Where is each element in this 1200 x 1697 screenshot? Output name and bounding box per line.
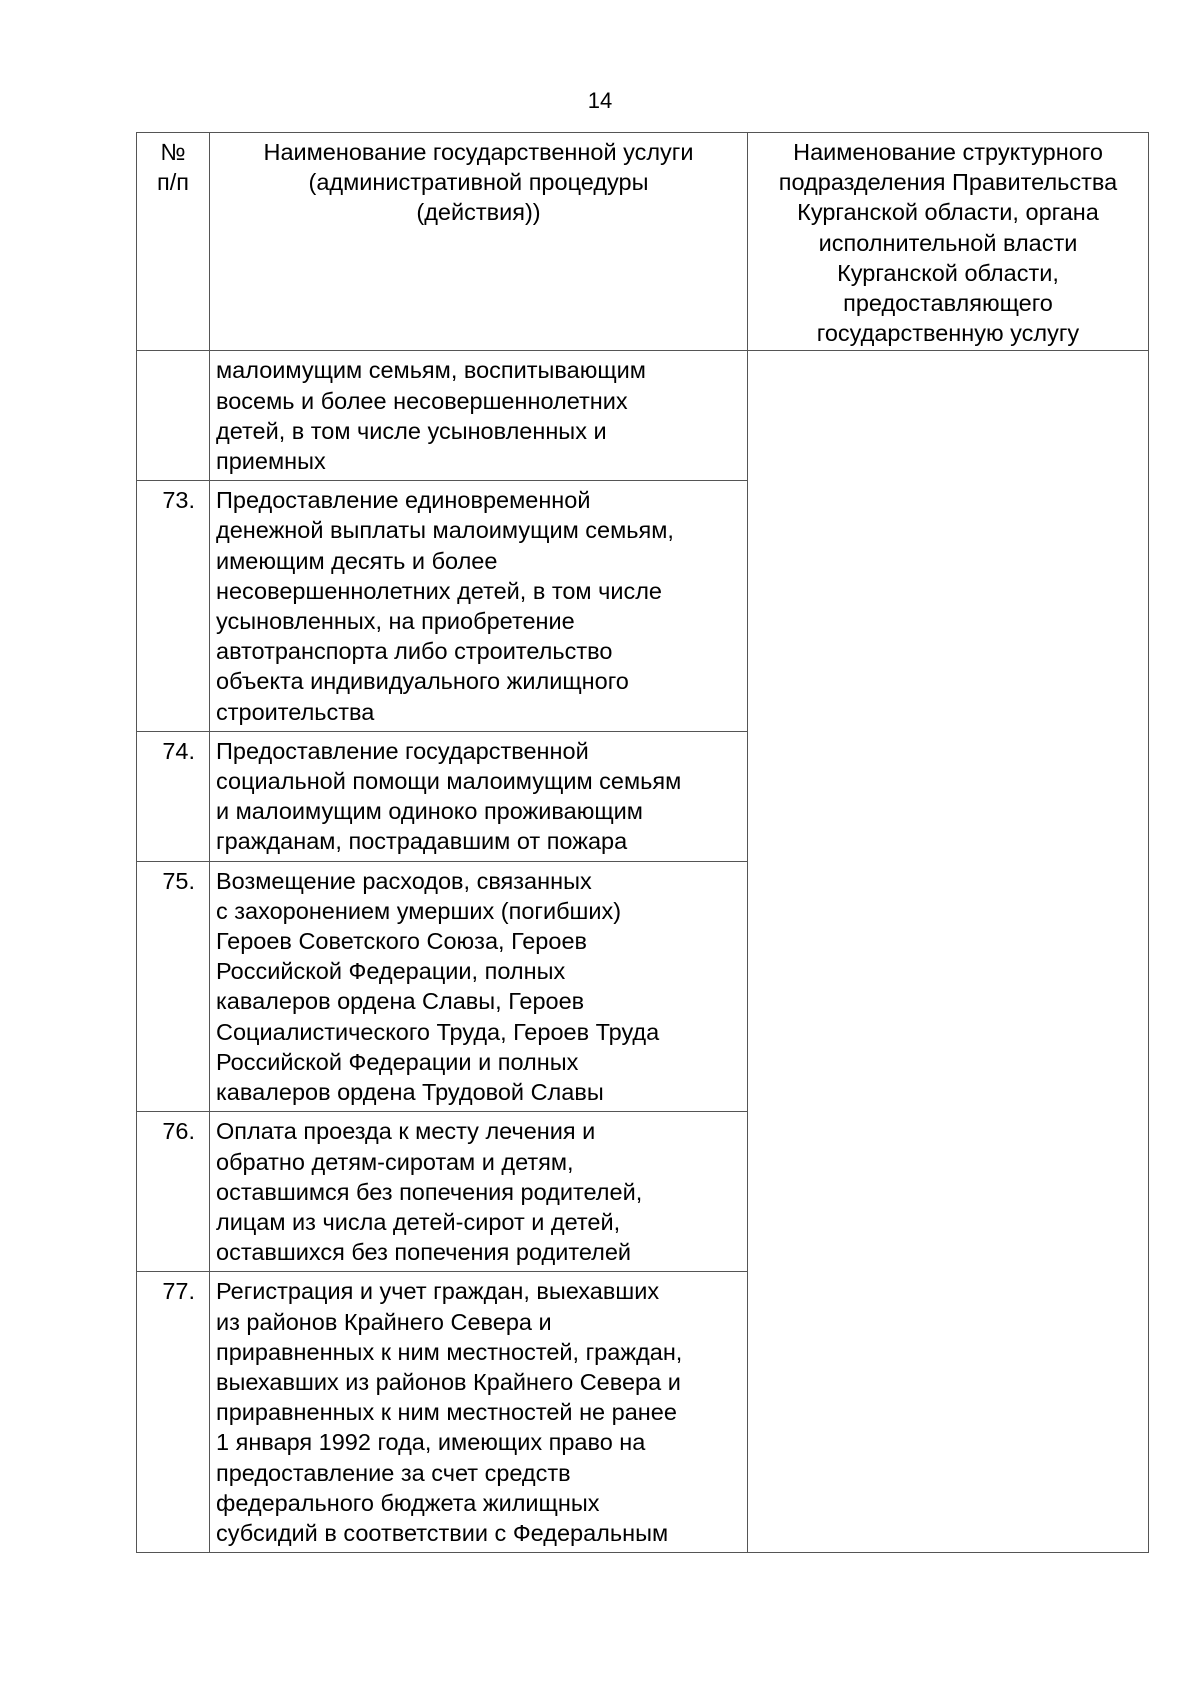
service-name-line: Социалистического Труда, Героев Труда — [216, 1018, 660, 1045]
row-number: 77. — [137, 1272, 210, 1553]
service-name-line: приравненных к ним местностей не ранее — [216, 1399, 677, 1426]
service-name-line: Российской Федерации и полных — [216, 1048, 579, 1075]
row-number: 75. — [137, 861, 210, 1112]
service-name-line: гражданам, пострадавшим от пожара — [216, 828, 628, 855]
header-service-name-line: (действия)) — [416, 199, 541, 226]
service-name-line: приравненных к ним местностей, граждан, — [216, 1338, 683, 1365]
service-name-line: денежной выплаты малоимущим семьям, — [216, 517, 674, 544]
page-number: 14 — [587, 88, 613, 113]
header-department-line: Наименование структурного — [793, 139, 1103, 165]
service-name-line: строительства — [216, 698, 375, 725]
service-name — [210, 351, 748, 481]
header-number-line: п/п — [157, 169, 189, 196]
service-name-line: оставшимся без попечения родителей, — [216, 1178, 643, 1205]
service-name-line: малоимущим семьям, воспитывающим — [216, 357, 646, 384]
service-name — [210, 1272, 748, 1553]
header-service-name — [210, 133, 748, 351]
service-name-line: детей, в том числе усыновленных и — [216, 417, 607, 444]
row-number: 73. — [137, 481, 210, 732]
service-name-line: несовершеннолетних детей, в том числе — [216, 577, 662, 604]
service-name-line: субсидий в соответствии с Федеральным — [216, 1519, 669, 1546]
header-department-line: Курганской области, — [837, 259, 1059, 286]
row-number: 74. — [137, 731, 210, 861]
header-number — [137, 133, 210, 351]
service-name-line: Предоставление государственной — [216, 737, 589, 764]
service-name-line: из районов Крайнего Севера и — [216, 1308, 552, 1335]
service-name-line: обратно детям-сиротам и детям, — [216, 1148, 574, 1175]
header-department-line: государственную услугу — [816, 320, 1080, 347]
service-name-line: усыновленных, на приобретение — [216, 608, 575, 635]
service-name-line: приемных — [216, 448, 326, 475]
service-name-line: предоставление за счет средств — [216, 1459, 571, 1486]
table-row — [137, 351, 1149, 481]
row-number: 76. — [137, 1112, 210, 1272]
service-name-line: федерального бюджета жилищных — [216, 1489, 600, 1516]
service-name-line: Оплата проезда к месту лечения и — [216, 1118, 596, 1145]
service-name-line: кавалеров ордена Славы, Героев — [216, 988, 585, 1015]
service-name-line: объекта индивидуального жилищного — [216, 668, 629, 695]
service-name — [210, 861, 748, 1112]
service-name-line: выехавших из районов Крайнего Севера и — [216, 1368, 681, 1395]
service-name-line: Героев Советского Союза, Героев — [216, 928, 587, 955]
service-name-line: и малоимущим одиноко проживающим — [216, 798, 643, 825]
service-name — [210, 731, 748, 861]
header-number-line: № — [160, 139, 186, 165]
service-name-line: кавалеров ордена Трудовой Славы — [216, 1079, 604, 1106]
service-name-line: восемь и более несовершеннолетних — [216, 387, 628, 414]
row-number — [137, 351, 210, 481]
service-name — [210, 1112, 748, 1272]
service-name-line: имеющим десять и более — [216, 547, 498, 574]
table-header-row — [137, 133, 1149, 351]
services-table — [136, 132, 1149, 1553]
service-name — [210, 481, 748, 732]
service-name-line: социальной помощи малоимущим семьям — [216, 768, 682, 795]
service-name-line: Предоставление единовременной — [216, 487, 591, 514]
service-name-line: лицам из числа детей-сирот и детей, — [216, 1208, 621, 1235]
department-cell — [748, 351, 1149, 1553]
header-department-line: Курганской области, органа — [797, 199, 1099, 226]
service-name-line: оставшихся без попечения родителей — [216, 1239, 632, 1266]
service-name-line: Возмещение расходов, связанных — [216, 867, 592, 894]
service-name-line: с захоронением умерших (погибших) — [216, 897, 622, 924]
service-name-line: 1 января 1992 года, имеющих право на — [216, 1429, 646, 1456]
header-department — [748, 133, 1149, 351]
header-service-name-line: Наименование государственной услуги — [263, 139, 694, 165]
service-name-line: автотранспорта либо строительство — [216, 638, 613, 665]
header-service-name-line: (административной процедуры — [308, 169, 649, 196]
header-department-line: исполнительной власти — [818, 229, 1078, 256]
header-department-line: предоставляющего — [843, 290, 1053, 317]
service-name-line: Российской Федерации, полных — [216, 958, 566, 985]
service-name-line: Регистрация и учет граждан, выехавших — [216, 1278, 660, 1305]
header-department-line: подразделения Правительства — [778, 169, 1118, 196]
